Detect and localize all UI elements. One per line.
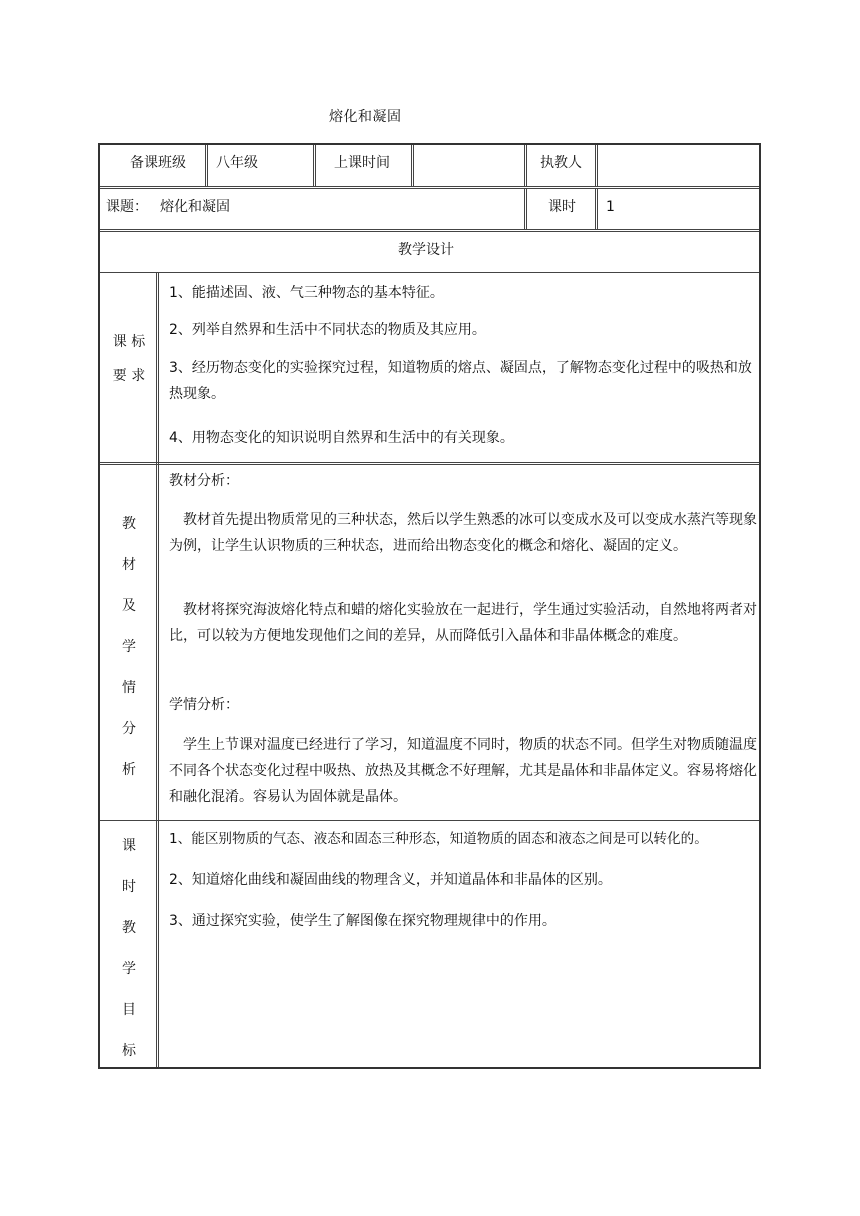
row-divider <box>100 820 759 821</box>
curriculum-item: 1、能描述固、液、气三种物态的基本特征。 <box>169 285 444 301</box>
objectives-label <box>101 826 157 1072</box>
analysis-label-char: 分 <box>122 721 136 737</box>
analysis-label-char: 及 <box>122 598 136 614</box>
col-divider <box>411 145 414 187</box>
teacher-label: 执教人 <box>540 155 582 171</box>
row-divider <box>100 229 759 232</box>
analysis-label-char: 析 <box>122 762 136 778</box>
objectives-label-char: 教 <box>122 920 136 936</box>
class-value: 八年级 <box>216 155 258 171</box>
objectives-label-char: 标 <box>122 1043 136 1059</box>
analysis-label <box>101 504 157 791</box>
row-divider <box>100 462 759 465</box>
class-label: 备课班级 <box>130 155 186 171</box>
col-divider <box>205 145 208 187</box>
period-value: 1 <box>606 199 615 215</box>
analysis-label-char: 教 <box>122 516 136 532</box>
design-heading: 教学设计 <box>398 242 454 258</box>
material-heading: 教材分析： <box>169 473 239 489</box>
objective-item: 3、通过探究实验，使学生了解图像在探究物理规律中的作用。 <box>169 913 556 929</box>
objective-item: 1、能区别物质的气态、液态和固态三种形态，知道物质的固态和液态之间是可以转化的。 <box>169 831 708 847</box>
topic-label: 课题： <box>106 199 148 215</box>
curriculum-label <box>101 332 157 386</box>
period-label: 课时 <box>548 199 576 215</box>
document-title: 熔化和凝固 <box>329 109 402 125</box>
objectives-label-char: 学 <box>122 961 136 977</box>
curriculum-label-line: 课 标 <box>112 334 146 350</box>
row-divider <box>100 272 759 273</box>
objective-item: 2、知道熔化曲线和凝固曲线的物理含义，并知道晶体和非晶体的区别。 <box>169 872 612 888</box>
analysis-label-char: 材 <box>122 557 136 573</box>
material-paragraph: 教材首先提出物质常见的三种状态，然后以学生熟悉的冰可以变成水及可以变成水蒸汽等现象为例，让学生认识物质的三种状态，进而给出物态变化的概念和熔化、凝固的定义。 <box>169 512 757 554</box>
col-divider <box>313 145 316 187</box>
col-divider <box>524 145 527 187</box>
student-paragraph: 学生上节课对温度已经进行了学习，知道温度不同时，物质的状态不同。但学生对物质随温度不同各个状态变化过程中吸热、放热及其概念不好理解，尤其是晶体和非晶体定义。容易将熔化和融化混淆。容易认为固体就是晶体。 <box>169 737 757 805</box>
objectives-label-char: 目 <box>122 1002 136 1018</box>
material-paragraph: 教材将探究海波熔化特点和蜡的熔化实验放在一起进行，学生通过实验活动，自然地将两者对比，可以较为方便地发现他们之间的差异，从而降低引入晶体和非晶体概念的难度。 <box>169 602 757 644</box>
analysis-label-char: 学 <box>122 639 136 655</box>
student-heading: 学情分析： <box>169 697 239 713</box>
topic-value: 熔化和凝固 <box>160 199 230 215</box>
objectives-label-char: 时 <box>122 879 136 895</box>
analysis-label-char: 情 <box>122 680 136 696</box>
row-divider <box>100 186 759 189</box>
curriculum-item: 4、用物态变化的知识说明自然界和生活中的有关现象。 <box>169 430 514 446</box>
curriculum-label-line: 要 求 <box>112 368 146 384</box>
col-divider <box>595 189 598 230</box>
time-label: 上课时间 <box>334 155 390 171</box>
col-divider <box>595 145 598 187</box>
col-divider <box>524 189 527 230</box>
curriculum-item: 2、列举自然界和生活中不同状态的物质及其应用。 <box>169 322 486 338</box>
curriculum-item: 3、经历物态变化的实验探究过程，知道物质的熔点、凝固点，了解物态变化过程中的吸热和放热现象。 <box>169 360 752 402</box>
objectives-label-char: 课 <box>122 838 136 854</box>
